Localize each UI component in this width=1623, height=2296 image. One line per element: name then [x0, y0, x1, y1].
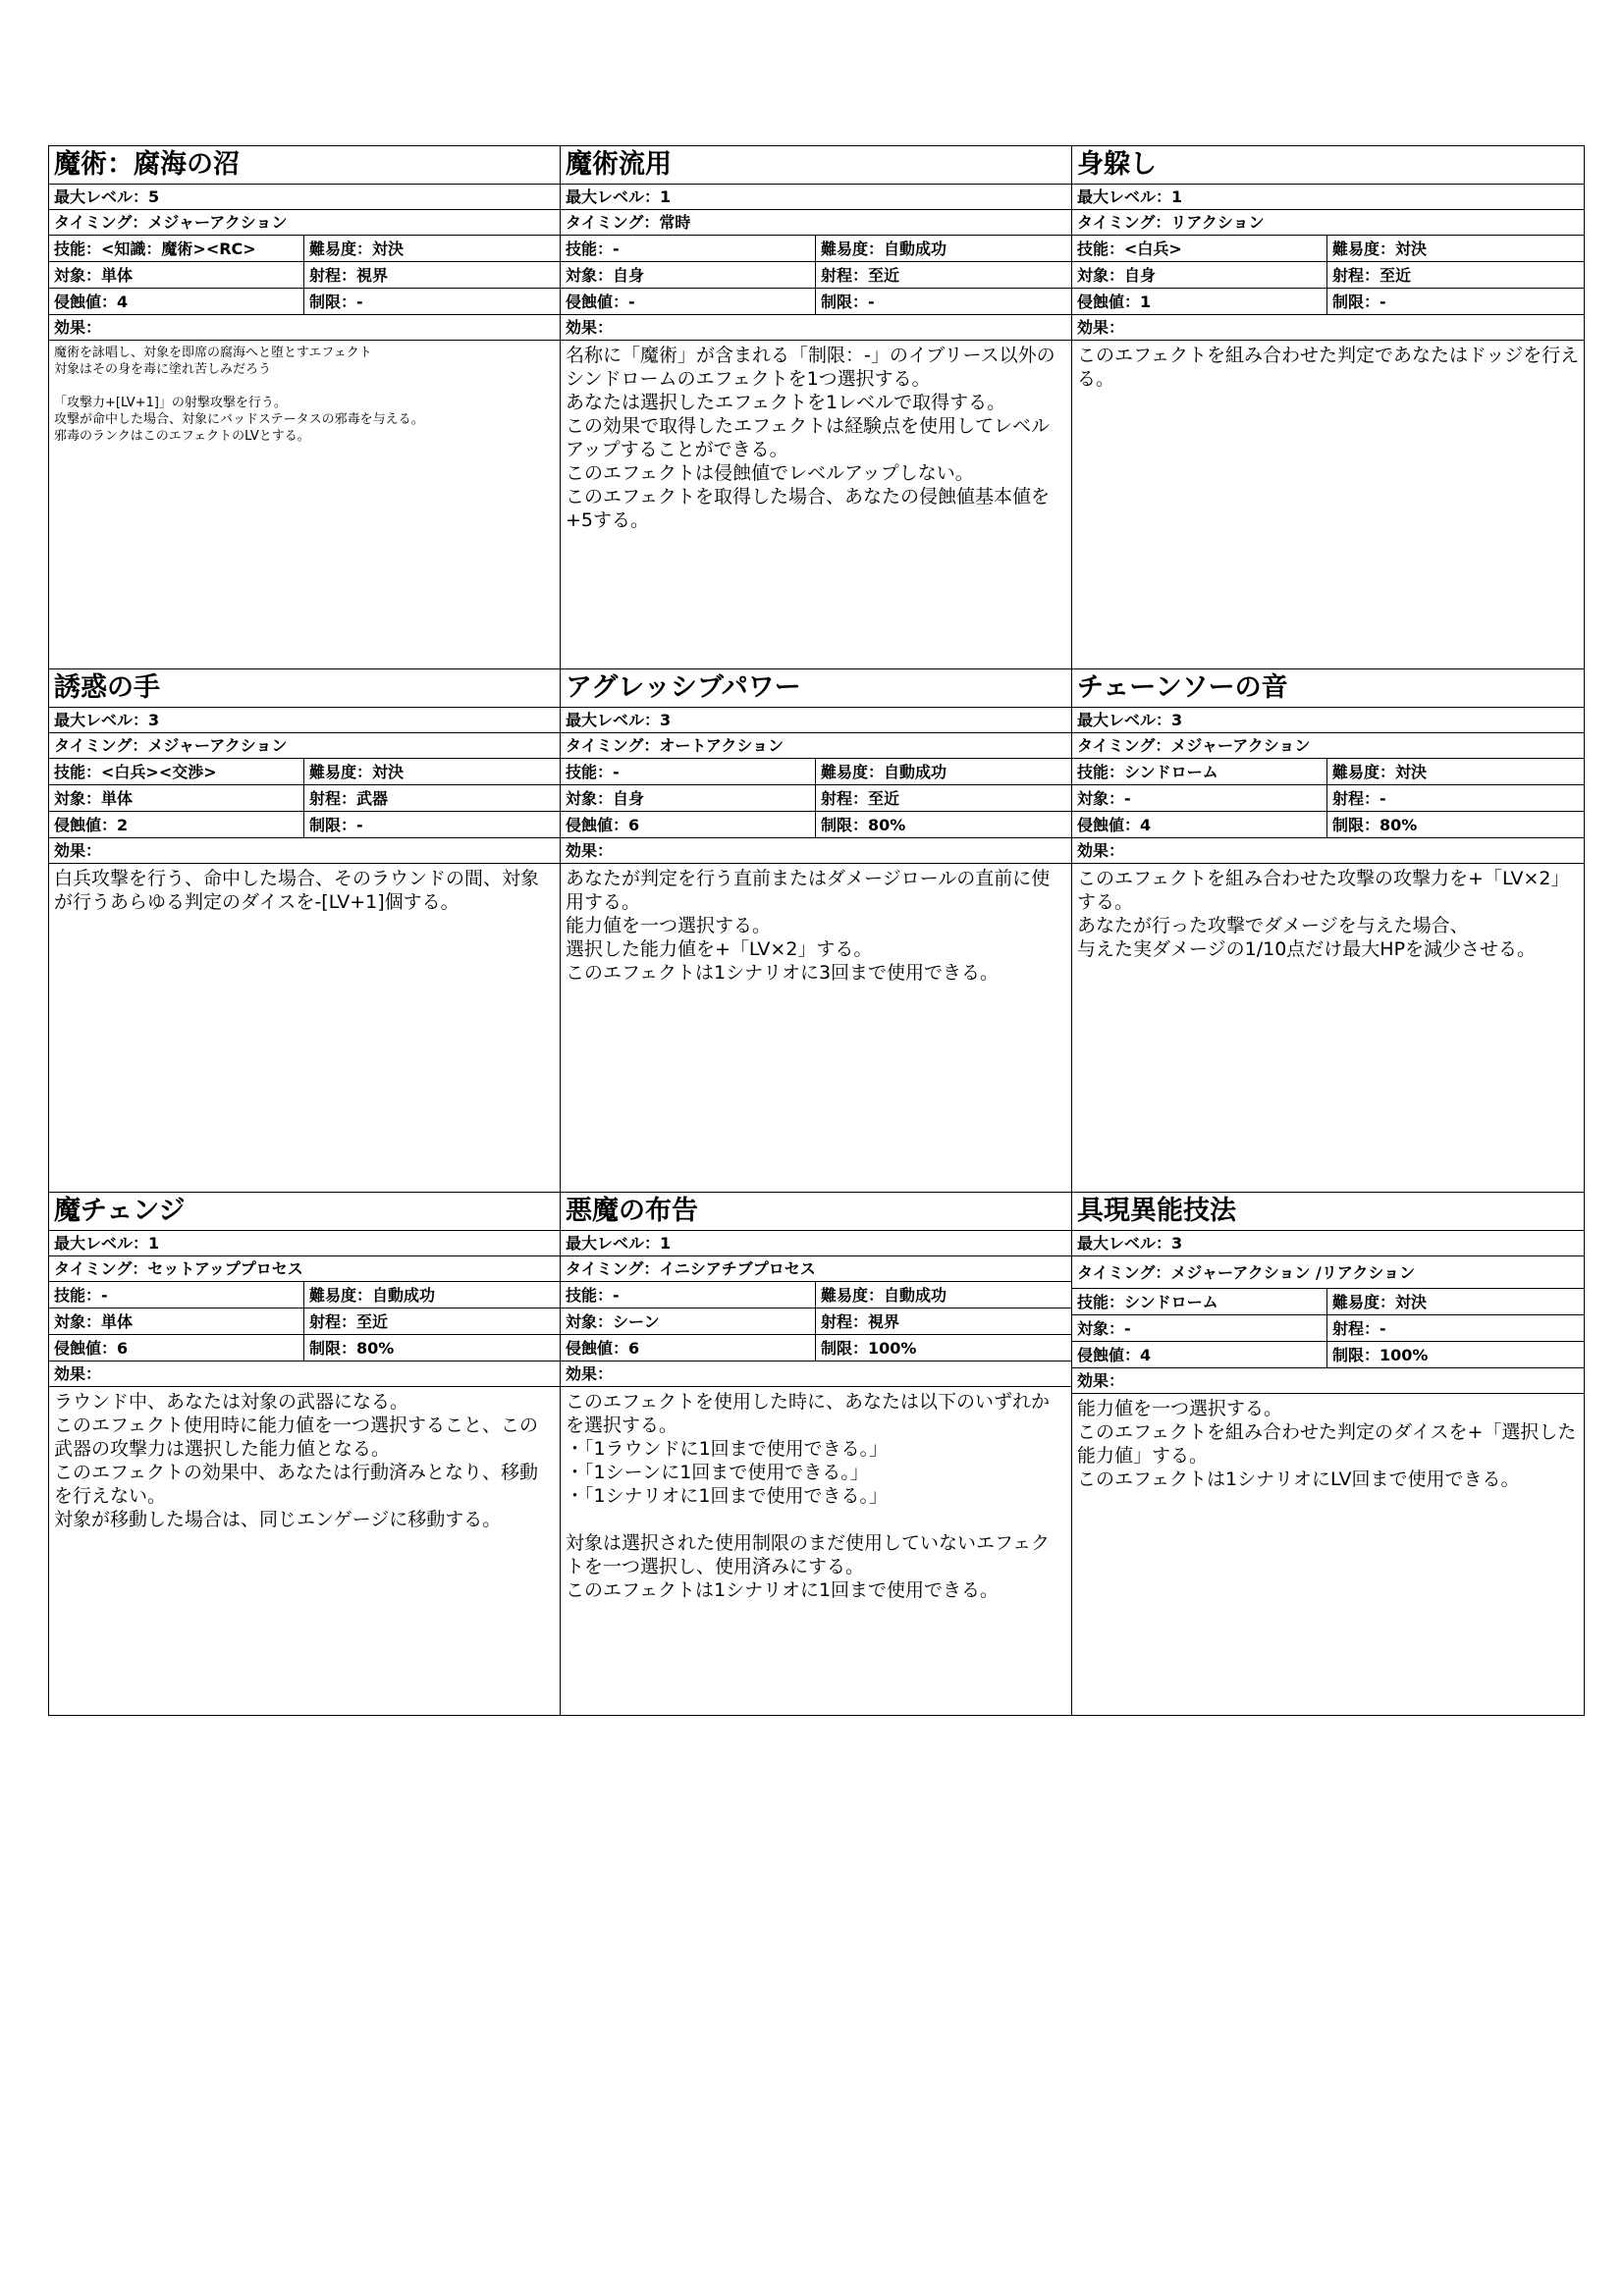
skill-value: - [613, 763, 620, 781]
effect-card [1072, 1193, 1585, 1716]
erosion-restriction-row [561, 1335, 1071, 1362]
effect-description: ラウンド中、あなたは対象の武器になる。 このエフェクト使用時に能力値を一つ選択すること、この武器の攻撃力は選択した能力値となる。 このエフェクトの効果中、あなたは行動済みとなり、移動を行えない。 対象が移動した場合は、同じエンゲージに移動する。 [54, 1391, 539, 1530]
difficulty-cell [816, 1282, 1071, 1308]
skill-cell [1072, 1289, 1327, 1314]
range-label: 射程： [821, 789, 869, 808]
erosion-cell [49, 812, 304, 837]
target-label: 対象： [1077, 266, 1125, 285]
restriction-label: 制限： [1332, 1346, 1380, 1364]
target-value: 単体 [101, 266, 134, 285]
effect-label: 効果： [54, 841, 102, 860]
timing-row [1072, 1256, 1584, 1289]
card-row [49, 669, 1585, 1193]
range-label: 射程： [821, 1312, 869, 1331]
restriction-value: 80% [356, 1339, 395, 1358]
timing-row [1072, 210, 1584, 236]
effect-label: 効果： [1077, 841, 1125, 860]
effect-card [1072, 669, 1585, 1193]
max-level-label: 最大レベル： [54, 711, 149, 729]
skill-cell [561, 759, 816, 784]
skill-value: - [613, 240, 620, 258]
max-level-row [561, 1231, 1071, 1256]
erosion-cell [49, 1335, 304, 1361]
range-value: 至近 [868, 266, 900, 285]
erosion-cell [1072, 812, 1327, 837]
erosion-value: 4 [1140, 816, 1152, 834]
max-level-value: 3 [1171, 1234, 1183, 1253]
erosion-restriction-row [1072, 289, 1584, 315]
range-value: 視界 [356, 266, 389, 285]
erosion-restriction-row [49, 289, 560, 315]
difficulty-value: 自動成功 [884, 240, 947, 258]
max-level-value: 1 [148, 1234, 160, 1253]
target-range-row [49, 1308, 560, 1335]
range-label: 射程： [309, 1312, 357, 1331]
difficulty-label: 難易度： [1332, 763, 1396, 781]
skill-label: 技能： [566, 240, 614, 258]
difficulty-cell [304, 1282, 560, 1308]
difficulty-label: 難易度： [1332, 240, 1396, 258]
difficulty-label: 難易度： [821, 763, 885, 781]
erosion-value: 1 [1140, 293, 1152, 311]
restriction-label: 制限： [309, 816, 357, 834]
erosion-cell [561, 812, 816, 837]
erosion-value: 6 [117, 1339, 129, 1358]
skill-label: 技能： [54, 240, 102, 258]
difficulty-value: 自動成功 [884, 1286, 947, 1305]
erosion-cell [1072, 289, 1327, 314]
timing-row [561, 733, 1071, 759]
effect-label: 効果： [566, 1364, 614, 1383]
skill-difficulty-row [49, 759, 560, 785]
timing-label: タイミング： [1077, 1263, 1171, 1282]
max-level-value: 5 [148, 187, 160, 206]
target-label: 対象： [566, 1312, 614, 1331]
effect-description: 名称に「魔術」が含まれる「制限：-」のイブリース以外のシンドロームのエフェクトを1つ選択する。 あなたは選択したエフェクトを1レベルで取得する。 この効果で取得したエフェクトは経験点を使用してレベルアップすることができる。 このエフェクトは侵蝕値でレベルアップしない。 このエフェクトを取得した場合、あなたの侵蝕値基本値を+5する。 [566, 345, 1055, 531]
effect-description: このエフェクトを組み合わせた攻撃の攻撃力を+「LV×2」する。 あなたが行った攻撃でダメージを与えた場合、 与えた実ダメージの1/10点だけ最大HPを減少させる。 [1077, 868, 1570, 960]
target-cell [49, 262, 304, 288]
effect-name: 魔チェンジ [49, 1193, 560, 1231]
skill-label: 技能： [1077, 1293, 1125, 1311]
target-cell [1072, 1315, 1327, 1341]
effect-label-row [1072, 1368, 1584, 1394]
max-level-value: 3 [148, 711, 160, 729]
skill-value: <白兵><交渉> [101, 763, 217, 781]
skill-difficulty-row [1072, 759, 1584, 785]
restriction-cell [304, 1335, 560, 1361]
restriction-value: 80% [1380, 816, 1418, 834]
restriction-label: 制限： [309, 293, 357, 311]
target-range-row [1072, 262, 1584, 289]
timing-label: タイミング： [1077, 213, 1171, 232]
erosion-restriction-row [1072, 812, 1584, 838]
target-label: 対象： [1077, 789, 1125, 808]
skill-cell [49, 236, 304, 261]
restriction-cell [1327, 1342, 1584, 1367]
erosion-cell [561, 289, 816, 314]
skill-cell [49, 759, 304, 784]
range-cell [816, 785, 1071, 811]
range-cell [1327, 785, 1584, 811]
effect-label: 効果： [54, 1364, 102, 1383]
target-label: 対象： [1077, 1319, 1125, 1338]
erosion-restriction-row [561, 812, 1071, 838]
effect-description: 能力値を一つ選択する。 このエフェクトを組み合わせた判定のダイスを+「選択した能力値」する。 このエフェクトは1シナリオにLV回まで使用できる。 [1077, 1398, 1577, 1490]
timing-row [49, 1256, 560, 1282]
erosion-value: 2 [117, 816, 129, 834]
target-range-row [561, 1308, 1071, 1335]
timing-value: オートアクション [659, 736, 784, 755]
restriction-value: - [868, 293, 875, 311]
timing-value: メジャーアクション [1170, 736, 1311, 755]
range-cell [1327, 262, 1584, 288]
timing-label: タイミング： [566, 736, 660, 755]
effect-description: 白兵攻撃を行う、命中した場合、そのラウンドの間、対象が行うあらゆる判定のダイスを-[LV+1]個する。 [54, 868, 540, 913]
effect-card [49, 146, 561, 669]
range-label: 射程： [309, 266, 357, 285]
max-level-value: 1 [660, 187, 672, 206]
effect-card [49, 1193, 561, 1716]
effect-label-row [561, 1362, 1071, 1387]
card-row [49, 146, 1585, 669]
restriction-cell [304, 812, 560, 837]
difficulty-label: 難易度： [821, 240, 885, 258]
card-row [49, 1193, 1585, 1716]
max-level-row [561, 185, 1071, 210]
skill-value: - [101, 1286, 108, 1305]
max-level-label: 最大レベル： [1077, 187, 1172, 206]
restriction-label: 制限： [309, 1339, 357, 1358]
effect-name: 身躱し [1072, 146, 1584, 185]
range-value: - [1380, 1319, 1386, 1338]
effect-card [561, 1193, 1072, 1716]
effect-name: 魔術流用 [561, 146, 1071, 185]
skill-label: 技能： [1077, 240, 1125, 258]
erosion-restriction-row [1072, 1342, 1584, 1368]
target-range-row [49, 785, 560, 812]
effect-label: 効果： [566, 318, 614, 337]
range-label: 射程： [1332, 789, 1380, 808]
skill-difficulty-row [1072, 236, 1584, 262]
effect-label: 効果： [566, 841, 614, 860]
restriction-cell [816, 1335, 1071, 1361]
erosion-label: 侵蝕値： [1077, 293, 1141, 311]
target-cell [561, 1308, 816, 1334]
skill-label: 技能： [566, 763, 614, 781]
target-cell [561, 262, 816, 288]
skill-value: シンドローム [1124, 763, 1218, 781]
target-value: 単体 [101, 789, 134, 808]
difficulty-label: 難易度： [309, 763, 373, 781]
target-label: 対象： [566, 789, 614, 808]
max-level-label: 最大レベル： [1077, 711, 1172, 729]
timing-value: メジャーアクション [147, 736, 288, 755]
range-cell [816, 262, 1071, 288]
difficulty-value: 自動成功 [372, 1286, 436, 1305]
restriction-cell [816, 812, 1071, 837]
erosion-label: 侵蝕値： [1077, 816, 1141, 834]
difficulty-label: 難易度： [821, 1286, 885, 1305]
restriction-value: 100% [1380, 1346, 1429, 1364]
max-level-row [49, 1231, 560, 1256]
max-level-row [1072, 185, 1584, 210]
range-cell [304, 1308, 560, 1334]
effect-description: このエフェクトを使用した時に、あなたは以下のいずれかを選択する。 ・「1ラウンドに1回まで使用できる。」 ・「1シーンに1回まで使用できる。」 ・「1シナリオに1回まで使用できる。」 対象は選択された使用制限のまだ使用していないエフェクトを一つ選択し、使用済みにする。 このエフェクトは1シナリオに1回まで使用できる。 [566, 1391, 1051, 1601]
difficulty-cell [1327, 759, 1584, 784]
skill-value: <知識：魔術><RC> [101, 240, 256, 258]
difficulty-cell [304, 236, 560, 261]
restriction-cell [304, 289, 560, 314]
effect-description: 魔術を詠唱し、対象を即席の腐海へと堕とすエフェクト 対象はその身を毒に塗れ苦しみだろう 「攻撃力+[LV+1]」の射撃攻撃を行う。 攻撃が命中した場合、対象にバッドステータスの邪毒を与える。 邪毒のランクはこのエフェクトのLVとする。 [54, 346, 424, 444]
range-label: 射程： [309, 789, 357, 808]
effect-name: 悪魔の布告 [561, 1193, 1071, 1231]
target-range-row [561, 785, 1071, 812]
effect-card [1072, 146, 1585, 669]
range-value: 視界 [868, 1312, 900, 1331]
restriction-value: - [356, 293, 363, 311]
max-level-row [1072, 1231, 1584, 1256]
effect-card [561, 669, 1072, 1193]
target-label: 対象： [566, 266, 614, 285]
effect-name: 魔術：腐海の沼 [49, 146, 560, 185]
difficulty-label: 難易度： [1332, 1293, 1396, 1311]
erosion-value: 4 [1140, 1346, 1152, 1364]
target-label: 対象： [54, 1312, 102, 1331]
timing-value: メジャーアクション /リアクション [1170, 1263, 1416, 1282]
timing-label: タイミング： [566, 1259, 660, 1278]
target-value: 自身 [613, 789, 645, 808]
difficulty-value: 対決 [1395, 240, 1428, 258]
difficulty-label: 難易度： [309, 1286, 373, 1305]
erosion-label: 侵蝕値： [566, 816, 629, 834]
skill-cell [561, 236, 816, 261]
timing-value: イニシアチブプロセス [659, 1259, 816, 1278]
difficulty-value: 対決 [1395, 1293, 1428, 1311]
range-value: 至近 [356, 1312, 389, 1331]
skill-value: <白兵> [1124, 240, 1182, 258]
skill-difficulty-row [561, 759, 1071, 785]
erosion-cell [1072, 1342, 1327, 1367]
difficulty-cell [1327, 236, 1584, 261]
target-range-row [49, 262, 560, 289]
effect-label-row [49, 1362, 560, 1387]
max-level-label: 最大レベル： [566, 711, 661, 729]
erosion-cell [561, 1335, 816, 1361]
range-label: 射程： [1332, 1319, 1380, 1338]
restriction-value: - [356, 816, 363, 834]
timing-row [49, 210, 560, 236]
target-value: 自身 [613, 266, 645, 285]
skill-cell [1072, 236, 1327, 261]
range-cell [1327, 1315, 1584, 1341]
restriction-label: 制限： [821, 1339, 869, 1358]
effect-description: このエフェクトを組み合わせた判定であなたはドッジを行える。 [1077, 345, 1580, 390]
effect-label: 効果： [1077, 1371, 1125, 1390]
target-value: 単体 [101, 1312, 134, 1331]
skill-difficulty-row [49, 236, 560, 262]
effect-name: 誘惑の手 [49, 669, 560, 708]
effect-label-row [561, 838, 1071, 864]
effect-label-row [49, 838, 560, 864]
max-level-row [49, 708, 560, 733]
effect-label-row [1072, 838, 1584, 864]
effect-description: あなたが判定を行う直前またはダメージロールの直前に使用する。 能力値を一つ選択する。 選択した能力値を+「LV×2」する。 このエフェクトは1シナリオに3回まで使用できる。 [566, 868, 1051, 984]
max-level-value: 3 [1171, 711, 1183, 729]
skill-difficulty-row [1072, 1289, 1584, 1315]
effect-sheet [48, 145, 1585, 1716]
erosion-label: 侵蝕値： [1077, 1346, 1141, 1364]
timing-label: タイミング： [54, 213, 148, 232]
max-level-row [1072, 708, 1584, 733]
effect-label: 効果： [54, 318, 102, 337]
effect-name: チェーンソーの音 [1072, 669, 1584, 708]
target-range-row [561, 262, 1071, 289]
range-label: 射程： [821, 266, 869, 285]
timing-value: リアクション [1170, 213, 1265, 232]
effect-label: 効果： [1077, 318, 1125, 337]
max-level-row [561, 708, 1071, 733]
range-value: - [1380, 789, 1386, 808]
restriction-label: 制限： [1332, 816, 1380, 834]
effect-label-row [1072, 315, 1584, 341]
erosion-value: 6 [628, 816, 640, 834]
range-value: 至近 [868, 789, 900, 808]
timing-label: タイミング： [54, 736, 148, 755]
range-value: 至近 [1380, 266, 1412, 285]
erosion-cell [49, 289, 304, 314]
target-value: - [1124, 1319, 1131, 1338]
difficulty-value: 対決 [372, 240, 405, 258]
timing-label: タイミング： [54, 1259, 148, 1278]
restriction-value: - [1380, 293, 1386, 311]
target-cell [49, 1308, 304, 1334]
target-cell [561, 785, 816, 811]
max-level-label: 最大レベル： [566, 1234, 661, 1253]
erosion-restriction-row [561, 289, 1071, 315]
timing-label: タイミング： [1077, 736, 1171, 755]
erosion-label: 侵蝕値： [54, 1339, 118, 1358]
target-range-row [1072, 785, 1584, 812]
skill-cell [561, 1282, 816, 1308]
target-cell [1072, 262, 1327, 288]
effect-name: 具現異能技法 [1072, 1193, 1584, 1231]
restriction-label: 制限： [821, 816, 869, 834]
skill-value: - [613, 1286, 620, 1305]
restriction-label: 制限： [1332, 293, 1380, 311]
erosion-value: 4 [117, 293, 129, 311]
timing-row [561, 210, 1071, 236]
max-level-label: 最大レベル： [54, 187, 149, 206]
skill-cell [49, 1282, 304, 1308]
erosion-restriction-row [49, 1335, 560, 1362]
restriction-value: 80% [868, 816, 906, 834]
difficulty-value: 対決 [1395, 763, 1428, 781]
skill-difficulty-row [561, 236, 1071, 262]
erosion-value: 6 [628, 1339, 640, 1358]
erosion-value: - [628, 293, 635, 311]
target-range-row [1072, 1315, 1584, 1342]
timing-row [561, 1256, 1071, 1282]
restriction-value: 100% [868, 1339, 917, 1358]
max-level-label: 最大レベル： [1077, 1234, 1172, 1253]
difficulty-label: 難易度： [309, 240, 373, 258]
range-cell [304, 262, 560, 288]
effect-card [561, 146, 1072, 669]
skill-difficulty-row [49, 1282, 560, 1308]
difficulty-cell [304, 759, 560, 784]
erosion-label: 侵蝕値： [566, 293, 629, 311]
restriction-cell [1327, 812, 1584, 837]
skill-difficulty-row [561, 1282, 1071, 1308]
restriction-cell [1327, 289, 1584, 314]
max-level-value: 1 [1171, 187, 1183, 206]
skill-value: シンドローム [1124, 1293, 1218, 1311]
timing-value: 常時 [659, 213, 691, 232]
effect-label-row [561, 315, 1071, 341]
range-value: 武器 [356, 789, 389, 808]
range-label: 射程： [1332, 266, 1380, 285]
skill-label: 技能： [566, 1286, 614, 1305]
max-level-value: 3 [660, 711, 672, 729]
restriction-cell [816, 289, 1071, 314]
max-level-label: 最大レベル： [54, 1234, 149, 1253]
target-label: 対象： [54, 789, 102, 808]
timing-row [49, 733, 560, 759]
timing-label: タイミング： [566, 213, 660, 232]
skill-cell [1072, 759, 1327, 784]
target-value: - [1124, 789, 1131, 808]
target-label: 対象： [54, 266, 102, 285]
target-cell [49, 785, 304, 811]
effect-name: アグレッシブパワー [561, 669, 1071, 708]
timing-value: メジャーアクション [147, 213, 288, 232]
difficulty-cell [1327, 1289, 1584, 1314]
erosion-label: 侵蝕値： [566, 1339, 629, 1358]
max-level-row [49, 185, 560, 210]
skill-label: 技能： [54, 763, 102, 781]
timing-row [1072, 733, 1584, 759]
skill-label: 技能： [54, 1286, 102, 1305]
range-cell [304, 785, 560, 811]
difficulty-cell [816, 236, 1071, 261]
target-cell [1072, 785, 1327, 811]
effect-label-row [49, 315, 560, 341]
difficulty-value: 対決 [372, 763, 405, 781]
target-value: 自身 [1124, 266, 1157, 285]
target-value: シーン [613, 1312, 660, 1331]
timing-value: セットアッププロセス [147, 1259, 303, 1278]
erosion-restriction-row [49, 812, 560, 838]
difficulty-value: 自動成功 [884, 763, 947, 781]
max-level-value: 1 [660, 1234, 672, 1253]
difficulty-cell [816, 759, 1071, 784]
erosion-label: 侵蝕値： [54, 816, 118, 834]
restriction-label: 制限： [821, 293, 869, 311]
skill-label: 技能： [1077, 763, 1125, 781]
max-level-label: 最大レベル： [566, 187, 661, 206]
erosion-label: 侵蝕値： [54, 293, 118, 311]
effect-card [49, 669, 561, 1193]
range-cell [816, 1308, 1071, 1334]
